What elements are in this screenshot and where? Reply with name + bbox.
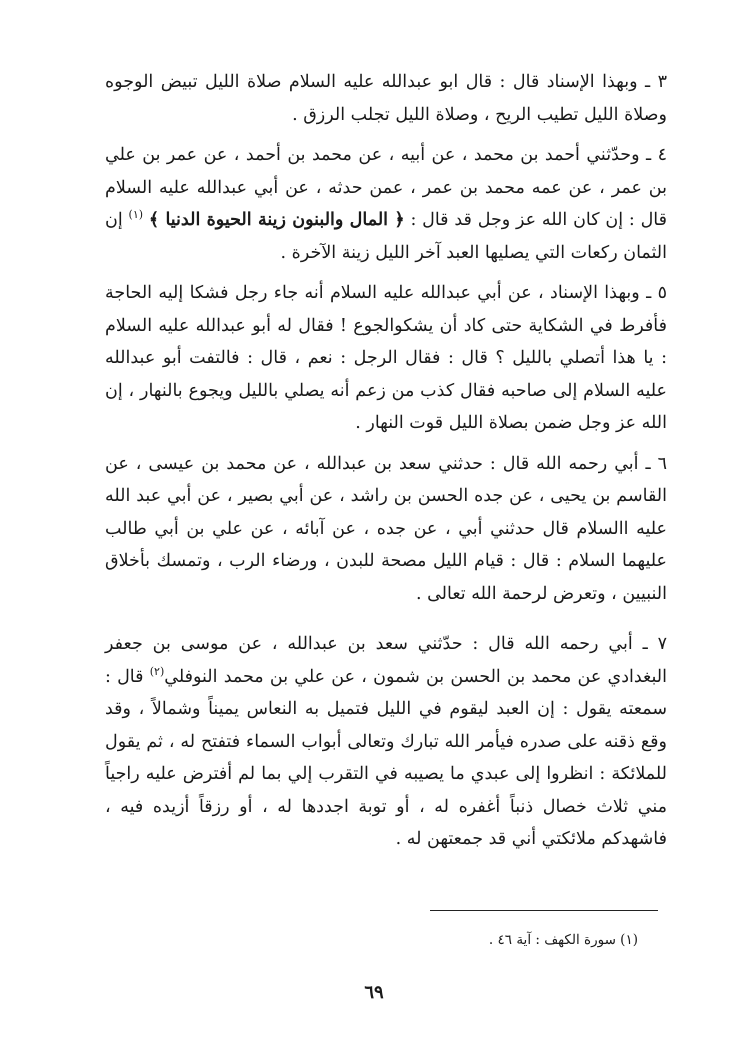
footnote-divider (430, 910, 658, 911)
paragraph-number: ٤ ـ (646, 145, 667, 165)
paragraph-number: ٦ ـ (645, 453, 667, 474)
page-number: ٦٩ (364, 982, 384, 1003)
page-body (105, 66, 667, 864)
paragraph-text: قال : سمعته يقول : إن العبد ليقوم في الليل فتميل به النعاس يميناً وشمالاً ، وقد وقع ذقنه على صدره فيأمر الله تبارك وتعالى أبواب السماء فتفتح له ، ثم يقول للملائكة : انظروا إلى عبدي ما يصيبه في التقرب إلي بما لم أفترض عليه راجياً مني ثلاث خصال ذنباً أغفره له ، أو توبة اجددها له ، أو رزقاً أزيده فيه ، فاشهدكم ملائكتي أني قد جمعتهن له . (105, 666, 667, 849)
paragraph-7 (105, 628, 667, 856)
paragraph-text: أبي رحمه الله قال : حدّثني سعد بن عبدالله ، عن موسى بن جعفر البغدادي عن محمد بن الحسن بن شمون ، عن علي بن محمد النوفلي (105, 634, 667, 687)
paragraph-text: وحدّثني أحمد بن محمد ، عن أبيه ، عن محمد بن أحمد ، عن عمر بن علي بن عمر ، عن عمه محمد بن عمر ، عمن حدثه ، عن أبي عبدالله عليه السلام قال : إن كان الله عز وجل قد قال : (105, 145, 667, 230)
paragraph-text: إن الثمان ركعات التي يصليها العبد آخر الليل زينة الآخرة . (105, 210, 667, 263)
paragraph-number: ٥ ـ (646, 283, 667, 303)
paragraph-6 (105, 448, 667, 611)
paragraph-number: ٣ ـ (645, 72, 667, 92)
paragraph-text: أبي رحمه الله قال : حدثني سعد بن عبدالله ، عن محمد بن عيسى ، عن القاسم بن يحيى ، عن جده الحسن بن راشد ، عن أبي بصير ، عن أبي عبد الله عليه االسلام قال حدثني أبي ، عن جده ، عن آبائه ، عن علي بن أبي طالب عليهما السلام : قال : قيام الليل مصحة للبدن ، ورضاء الرب ، وتمسك بأخلاق النبيين ، وتعرض لرحمة الله تعالى . (105, 453, 667, 604)
paragraph-5 (105, 277, 667, 440)
footnote: (١) سورة الكهف : آية ٤٦ . (488, 932, 638, 948)
paragraph-4 (105, 139, 667, 269)
quran-verse: ﴿ المال والبنون زينة الحيوة الدنيا ﴾ (148, 210, 405, 230)
paragraph-text: وبهذا الإسناد ، عن أبي عبدالله عليه السلام أنه جاء رجل فشكا إليه الحاجة فأفرط في الشكاية حتى كاد أن يشكوالجوع ! فقال له أبو عبدالله عليه السلام : يا هذا أتصلي بالليل ؟ قال : فقال الرجل : نعم ، قال : فالتفت أبو عبدالله عليه السلام إلى صاحبه فقال كذب من زعم أنه يصلي بالليل ويجوع بالنهار ، إن الله عز وجل ضمن بصلاة الليل قوت النهار . (105, 283, 667, 433)
paragraph-number: ٧ ـ (642, 634, 667, 654)
footnote-reference[interactable]: (٢) (149, 664, 165, 678)
paragraph-text: وبهذا الإسناد قال : قال ابو عبدالله عليه السلام صلاة الليل تبيض الوجوه وصلاة الليل تطيب الريح ، وصلاة الليل تجلب الرزق . (105, 72, 667, 125)
footnote-reference[interactable]: (١) (128, 208, 144, 222)
paragraph-3 (105, 66, 667, 131)
